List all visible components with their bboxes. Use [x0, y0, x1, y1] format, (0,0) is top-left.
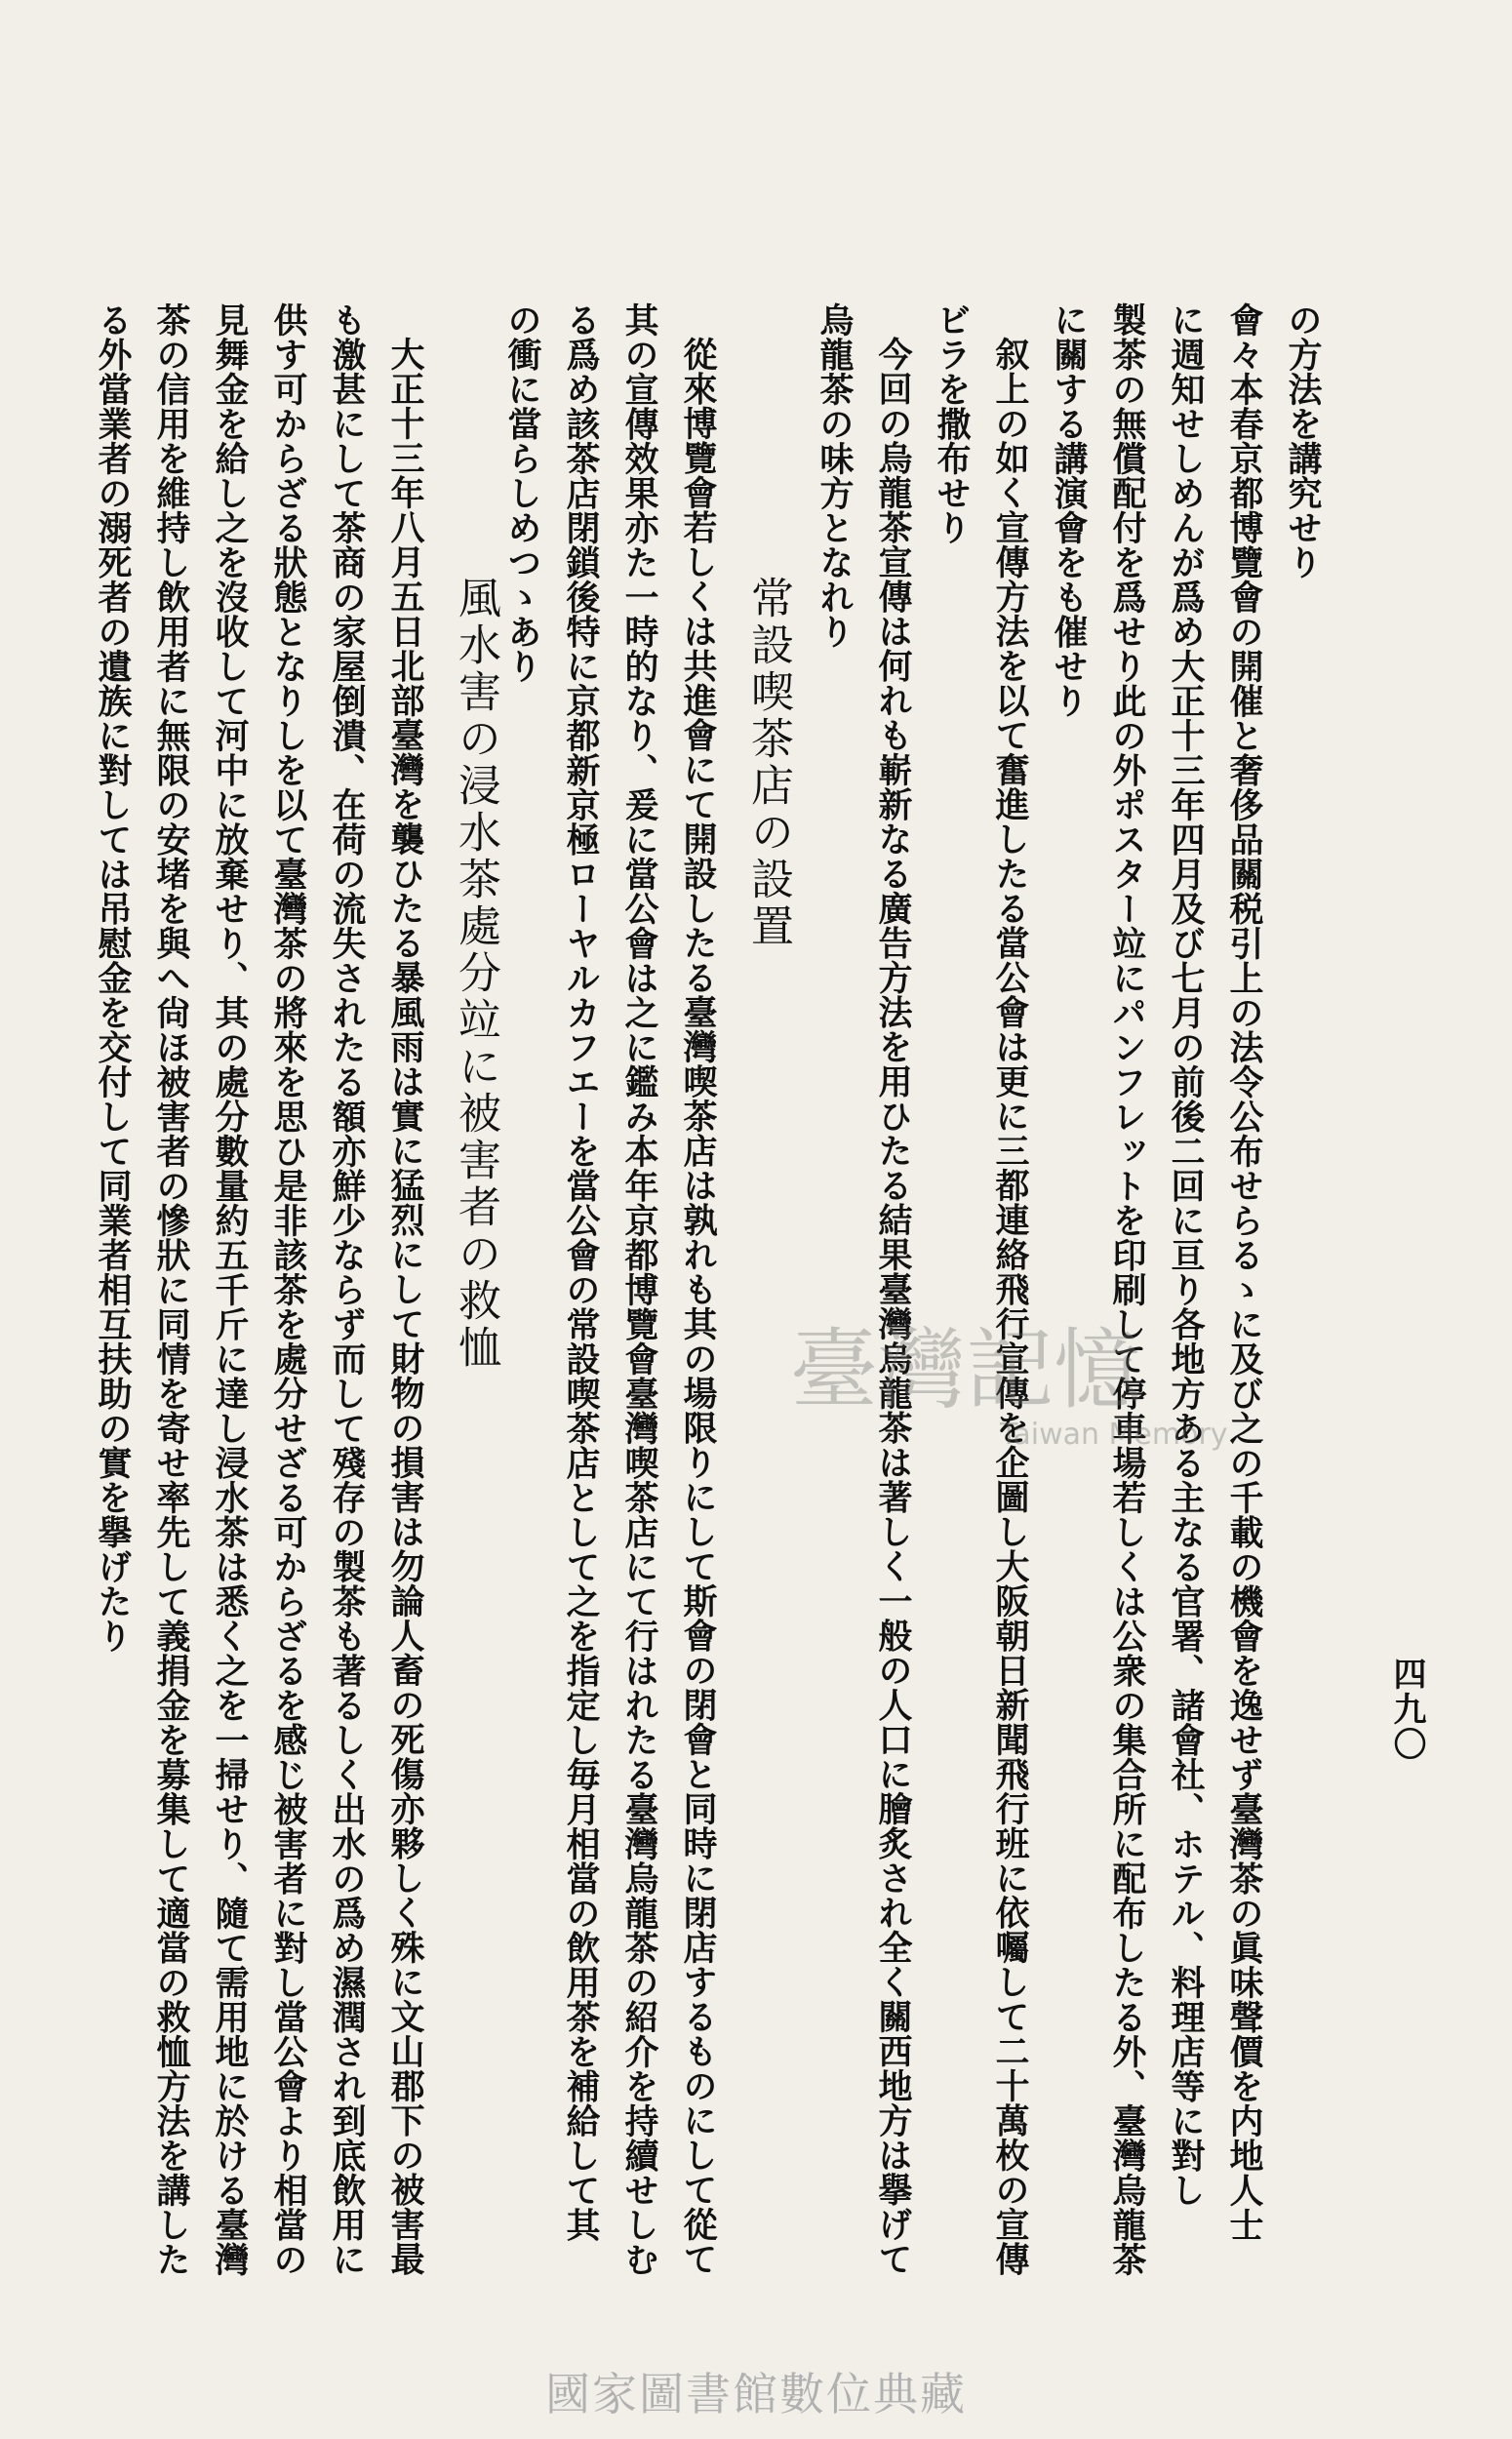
text-column-19: 見舞金を給し之を沒收して河中に放棄せり、其の處分數量約五千斤に達し浸水茶は悉く之を一掃せり、隨て需用地に於ける臺灣	[210, 302, 250, 2277]
section-heading-flood-damage: 風水害の浸水茶處分竝に被害者の救恤	[451, 576, 500, 1372]
text-column-7: ビラを撒布せり	[932, 302, 972, 545]
page-number: 四九〇	[1387, 1657, 1426, 1762]
watermark-title: 臺灣記憶	[790, 1319, 1141, 1421]
text-column-20: 茶の信用を維持し飲用者に無限の安堵を與へ尙ほ被害者の慘狀に同情を寄せ率先して義捐金を募集して適當の救恤方法を講した	[151, 302, 191, 2277]
text-column-11: 從來博覽會若しくは共進會にて開設したる臺灣喫茶店は孰れも其の場限りにして斯會の閉會と同時に閉店するものにして從て	[678, 337, 718, 2276]
taiwan-memory-watermark	[780, 1307, 1268, 1454]
text-column-3: に週知せしめんが爲め大正十三年四月及び七月の前後二回に亘り各地方ある主なる官署、諸會社、ホテル、料理店等に對し	[1166, 302, 1206, 2208]
text-column-8: 今回の烏龍茶宣傳は何れも嶄新なる廣告方法を用ひたる結果臺灣烏龍茶は著しく一般の人口に膾炙され全く關西地方は擧げて	[873, 337, 913, 2276]
text-column-5: に關する講演會をも催せり	[1049, 302, 1089, 718]
section-heading-tearoom: 常設喫茶店の設置	[743, 576, 793, 950]
text-column-12: 其の宣傳效果亦た一時的なり、爰に當公會は之に鑑み本年京都博覽會臺灣喫茶店にて行はれたる臺灣烏龍茶の紹介を持續せしむ	[619, 302, 659, 2277]
text-column-4: 製茶の無償配付を爲せり此の外ポスター竝にパンフレットを印刷して停車場若しくは公衆の集合所に配布したる外、臺灣烏龍茶	[1107, 302, 1147, 2277]
text-column-13: る爲め該茶店閉鎖後特に京都新京極ローヤルカフエーを當公會の常設喫茶店として之を指定し毎月相當の飲用茶を補給して其	[561, 302, 601, 2242]
footer-archive-credit: 國家圖書館數位典藏	[545, 2368, 967, 2420]
watermark-subtitle: Taiwan Memory	[1000, 1418, 1228, 1452]
text-column-1: の方法を講究せり	[1283, 302, 1323, 580]
text-column-6: 叙上の如く宣傳方法を以て奮進したる當公會は更に三都連絡飛行宣傳を企圖し大阪朝日新聞飛行班に依囑して二十萬枚の宣傳	[990, 337, 1030, 2276]
text-column-17: も激甚にして茶商の家屋倒潰、在荷の流失されたる額亦鮮少ならず而して殘存の製茶も著るしく出水の爲め濕潤され到底飲用に	[327, 302, 367, 2277]
text-column-2: 會々本春京都博覽會の開催と奢侈品關税引上の法令公布せらるゝに及び之の千載の機會を逸せず臺灣茶の眞味聲價を内地人士	[1224, 302, 1264, 2242]
text-column-16: 大正十三年八月五日北部臺灣を襲ひたる暴風雨は實に猛烈にして財物の損害は勿論人畜の死傷亦夥しく殊に文山郡下の被害最	[385, 337, 425, 2276]
text-column-14: の衝に當らしめつゝあり	[502, 302, 542, 684]
text-column-9: 烏龍茶の味方となれり	[815, 302, 855, 649]
text-column-21: る外當業者の溺死者の遺族に對しては吊慰金を交付して同業者相互扶助の實を擧げたり	[93, 302, 133, 1654]
text-column-18: 供す可からざる狀態となりしを以て臺灣茶の將來を思ひ是非該茶を處分せざる可からざるを感じ被害者に對し當公會より相當の	[268, 302, 308, 2277]
